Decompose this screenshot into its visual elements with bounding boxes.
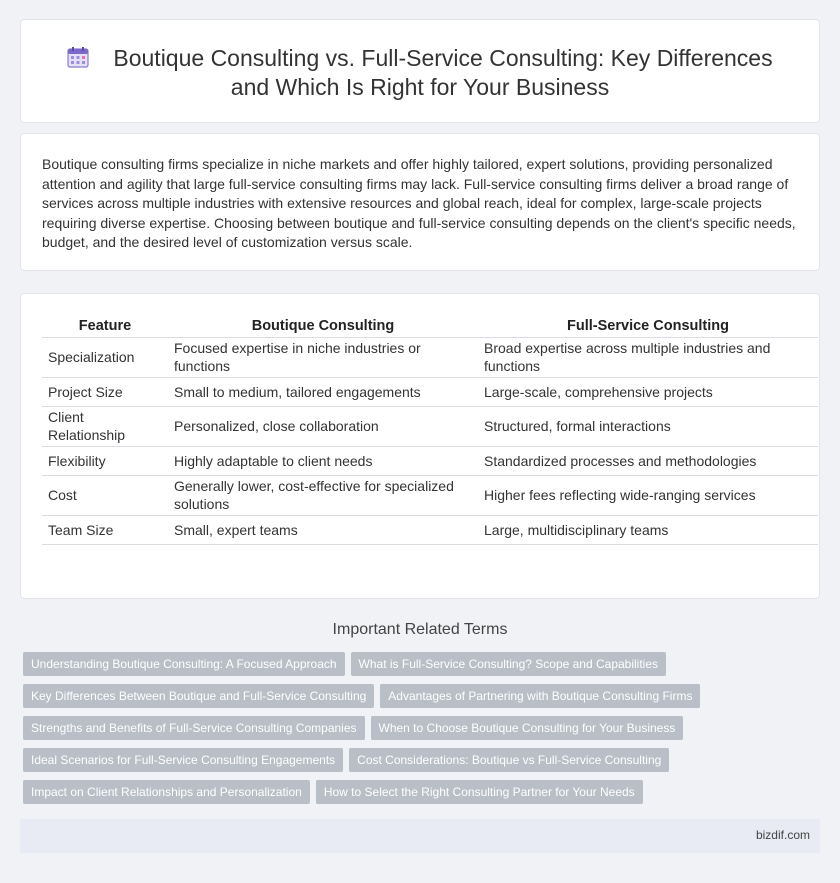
column-header-full-service: Full-Service Consulting — [478, 317, 818, 337]
table-header-row — [42, 317, 818, 337]
table-cell-boutique: Small to medium, tailored engagements — [168, 377, 478, 406]
table-cell-boutique: Small, expert teams — [168, 515, 478, 544]
related-term-link[interactable]: When to Choose Boutique Consulting for Your Business — [371, 716, 684, 740]
table-row — [42, 337, 818, 377]
related-term-link[interactable]: What is Full-Service Consulting? Scope and Capabilities — [351, 652, 666, 676]
intro-paragraph: Boutique consulting firms specialize in niche markets and offer highly tailored, expert solutions, providing personalized attention and agility that large full-service consulting firms may lack. Full-service consulting firms deliver a broad range of services across multiple industries with extensive resources and global reach, ideal for complex, large-scale projects requiring diverse expertise. Choosing between boutique and full-service consulting depends on the client's specific needs, budget, and the desired level of customization versus scale. — [42, 156, 796, 251]
table-cell-full-service: Standardized processes and methodologies — [478, 446, 818, 475]
header-card — [20, 19, 820, 123]
intro-card — [20, 133, 820, 271]
column-header-boutique: Boutique Consulting — [168, 317, 478, 337]
page-title-text: Boutique Consulting vs. Full-Service Consulting: Key Differences and Which Is Right for Your Business — [113, 45, 773, 100]
table-cell-feature: Specialization — [42, 337, 168, 377]
footer — [20, 819, 820, 853]
footer-site-link[interactable]: bizdif.com — [755, 828, 810, 842]
related-term-link[interactable]: Advantages of Partnering with Boutique Consulting Firms — [380, 684, 700, 708]
related-term-link[interactable]: Key Differences Between Boutique and Full-Service Consulting — [23, 684, 374, 708]
comparison-table-card — [20, 293, 820, 599]
table-cell-boutique: Personalized, close collaboration — [168, 406, 478, 446]
table-cell-feature: Client Relationship — [42, 406, 168, 446]
related-term-link[interactable]: Strengths and Benefits of Full-Service Consulting Companies — [23, 716, 365, 740]
table-cell-boutique: Focused expertise in niche industries or functions — [168, 337, 478, 377]
table-cell-full-service: Broad expertise across multiple industries and functions — [478, 337, 818, 377]
table-row — [42, 515, 818, 544]
table-cell-full-service: Structured, formal interactions — [478, 406, 818, 446]
page-title — [21, 44, 819, 102]
table-cell-feature: Project Size — [42, 377, 168, 406]
table-cell-full-service: Higher fees reflecting wide-ranging services — [478, 475, 818, 515]
related-term-link[interactable]: Ideal Scenarios for Full-Service Consulting Engagements — [23, 748, 343, 772]
table-cell-feature: Team Size — [42, 515, 168, 544]
calendar-icon — [67, 46, 89, 68]
related-terms-list — [23, 652, 818, 812]
table-cell-feature: Cost — [42, 475, 168, 515]
table-row — [42, 475, 818, 515]
related-term-link[interactable]: Impact on Client Relationships and Personalization — [23, 780, 310, 804]
table-cell-boutique: Generally lower, cost-effective for specialized solutions — [168, 475, 478, 515]
comparison-table — [42, 317, 818, 545]
related-terms-title: Important Related Terms — [332, 621, 508, 638]
table-cell-full-service: Large, multidisciplinary teams — [478, 515, 818, 544]
related-term-link[interactable]: Cost Considerations: Boutique vs Full-Service Consulting — [349, 748, 669, 772]
table-cell-feature: Flexibility — [42, 446, 168, 475]
table-cell-full-service: Large-scale, comprehensive projects — [478, 377, 818, 406]
related-term-link[interactable]: Understanding Boutique Consulting: A Focused Approach — [23, 652, 345, 676]
table-row — [42, 446, 818, 475]
table-cell-boutique: Highly adaptable to client needs — [168, 446, 478, 475]
table-row — [42, 377, 818, 406]
column-header-feature: Feature — [42, 317, 168, 337]
table-row — [42, 406, 818, 446]
related-term-link[interactable]: How to Select the Right Consulting Partner for Your Needs — [316, 780, 643, 804]
